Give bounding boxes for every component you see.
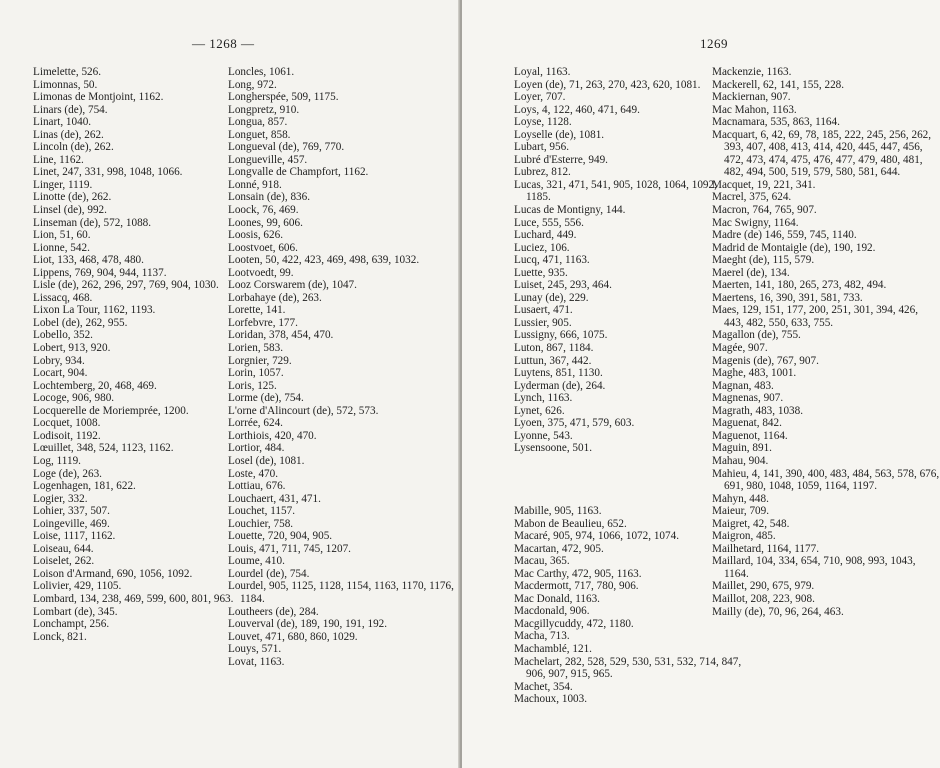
left-page — [0, 0, 462, 768]
index-entry: Lorrée, 624. — [228, 417, 283, 430]
index-entry: Lynet, 626. — [514, 404, 565, 417]
index-entry: Madrid de Montaigle (de), 190, 192. — [712, 241, 876, 254]
index-entry: Lucas, 321, 471, 541, 905, 1028, 1064, 1092, 1185. — [514, 178, 717, 204]
index-entry: Maguin, 891. — [712, 442, 772, 455]
index-entry: Louchier, 758. — [228, 517, 294, 530]
index-entry: Mac Mahon, 1163. — [712, 103, 797, 116]
index-entry: Loncles, 1061. — [228, 66, 295, 78]
section-gap — [514, 455, 742, 505]
index-entry: Machelart, 282, 528, 529, 530, 531, 532, 714, 847, 906, 907, 915, 965. — [514, 655, 742, 681]
index-entry: Lorien, 583. — [228, 342, 283, 355]
index-entry: Loones, 99, 606. — [228, 216, 303, 229]
index-entry: Macgillycuddy, 472, 1180. — [514, 617, 634, 630]
index-entry: Longua, 857. — [228, 116, 288, 129]
index-entry: Linger, 1119. — [33, 178, 93, 191]
index-entry: Lixon La Tour, 1162, 1193. — [33, 304, 156, 317]
right-page — [462, 0, 940, 768]
index-entry: Loise, 1117, 1162. — [33, 530, 116, 543]
index-entry: Lovat, 1163. — [228, 655, 285, 668]
index-entry: Machoux, 1003. — [514, 693, 588, 706]
index-column — [712, 66, 940, 618]
index-entry: Losel (de), 1081. — [228, 454, 305, 467]
index-entry: Machamblé, 121. — [514, 642, 592, 655]
index-entry: Macdonald, 906. — [514, 605, 590, 618]
index-entry: L'orne d'Alincourt (de), 572, 573. — [228, 404, 379, 417]
index-entry: Lortior, 484. — [228, 442, 285, 455]
index-entry: Lombart (de), 345. — [33, 605, 118, 618]
index-entry: Macrel, 375, 624. — [712, 191, 792, 204]
page-number: 1269 — [700, 36, 728, 51]
index-entry: Louchaert, 431, 471. — [228, 492, 321, 505]
index-entry: Line, 1162. — [33, 153, 84, 166]
index-entry: Lussier, 905. — [514, 316, 572, 329]
index-entry: Lubart, 956. — [514, 141, 569, 154]
index-entry: Macartan, 472, 905. — [514, 542, 604, 555]
index-entry: Lysensoone, 501. — [514, 442, 592, 455]
index-entry: Mackiernan, 907. — [712, 91, 791, 104]
index-entry: Lombard, 134, 238, 469, 599, 600, 801, 963. — [33, 592, 234, 605]
index-entry: Lobert, 913, 920. — [33, 342, 111, 355]
index-entry: Lionne, 542. — [33, 241, 90, 254]
index-entry: Luton, 867, 1184. — [514, 342, 594, 355]
index-entry: Lobry, 934. — [33, 354, 85, 367]
index-entry: Luchard, 449. — [514, 229, 577, 242]
index-entry: Macquart, 6, 42, 69, 78, 185, 222, 245, 256, 262, 393, 407, 408, 413, 414, 420, 445, 447, 456, 472, 473, 474, 475, 476, 477, 479, 480, 481, 482, 494, 500, 519, 579, 580, 581, 644. — [712, 128, 932, 179]
index-entry: Loock, 76, 469. — [228, 204, 299, 217]
index-entry: Mackerell, 62, 141, 155, 228. — [712, 78, 845, 91]
index-entry: Loyselle (de), 1081. — [514, 128, 605, 141]
index-entry: Loste, 470. — [228, 467, 279, 480]
index-column — [33, 66, 261, 643]
index-entry: Macnamara, 535, 863, 1164. — [712, 116, 840, 129]
index-entry: Lincoln (de), 262. — [33, 141, 114, 154]
index-entry: Lonsain (de), 836. — [228, 191, 311, 204]
index-entry: Longpretz, 910. — [228, 103, 300, 116]
index-entry: Lohier, 337, 507. — [33, 505, 110, 518]
index-entry: Lubré d'Esterre, 949. — [514, 153, 608, 166]
index-entry: Loyen (de), 71, 263, 270, 423, 620, 1081. — [514, 78, 701, 91]
index-entry: Longueval (de), 769, 770. — [228, 141, 345, 154]
index-entry: Magnan, 483. — [712, 379, 774, 392]
index-entry: Limonnas, 50. — [33, 78, 98, 91]
index-entry: Lucq, 471, 1163. — [514, 254, 590, 267]
index-entry: Loyal, 1163. — [514, 66, 571, 78]
index-entry: Linas (de), 262. — [33, 128, 104, 141]
index-entry: Loosis, 626. — [228, 229, 284, 242]
index-entry: Log, 1119. — [33, 454, 81, 467]
index-entry: Maes, 129, 151, 177, 200, 251, 301, 394, 426, 443, 482, 550, 633, 755. — [712, 304, 919, 329]
index-entry: Loys, 4, 122, 460, 471, 649. — [514, 103, 640, 116]
index-entry: Lochtemberg, 20, 468, 469. — [33, 379, 157, 392]
index-entry: Loge (de), 263. — [33, 467, 102, 480]
index-entry: Lippens, 769, 904, 944, 1137. — [33, 266, 167, 279]
index-entry: Maertens, 16, 390, 391, 581, 733. — [712, 291, 863, 304]
index-entry: Maigret, 42, 548. — [712, 517, 790, 530]
index-entry: Longueville, 457. — [228, 153, 308, 166]
index-entry: Liot, 133, 468, 478, 480. — [33, 254, 144, 267]
index-entry: Linart, 1040. — [33, 116, 92, 129]
index-entry: Maillard, 104, 334, 654, 710, 908, 993, 1043, 1164. — [712, 555, 916, 580]
index-entry: Longuet, 858. — [228, 128, 291, 141]
index-entry: Lorme (de), 754. — [228, 392, 304, 405]
index-entry: Longvalle de Champfort, 1162. — [228, 166, 369, 179]
index-entry: Lorbahaye (de), 263. — [228, 291, 322, 304]
index-entry: Lisle (de), 262, 296, 297, 769, 904, 1030. — [33, 279, 219, 292]
index-entry: Locart, 904. — [33, 367, 88, 380]
index-entry: Maillet, 290, 675, 979. — [712, 580, 815, 593]
index-entry: Linet, 247, 331, 998, 1048, 1066. — [33, 166, 183, 179]
index-entry: Lussigny, 666, 1075. — [514, 329, 608, 342]
index-entry: Luiset, 245, 293, 464. — [514, 279, 612, 292]
index-entry: Loison d'Armand, 690, 1056, 1092. — [33, 567, 193, 580]
index-entry: Longherspée, 509, 1175. — [228, 91, 339, 104]
index-entry: Mac Donald, 1163. — [514, 592, 600, 605]
index-entry: Looten, 50, 422, 423, 469, 498, 639, 1032. — [228, 254, 420, 267]
index-column — [228, 66, 456, 668]
index-entry: Loostvoet, 606. — [228, 241, 298, 254]
index-entry: Louette, 720, 904, 905. — [228, 530, 333, 543]
index-entry: Machet, 354. — [514, 680, 573, 693]
index-entry: Magnenas, 907. — [712, 392, 784, 405]
index-entry: Lion, 51, 60. — [33, 229, 91, 242]
index-entry: Maguenat, 842. — [712, 417, 782, 430]
index-entry: Limelette, 526. — [33, 66, 102, 78]
index-entry: Mabon de Beaulieu, 652. — [514, 517, 627, 530]
index-entry: Logenhagen, 181, 622. — [33, 480, 136, 493]
index-entry: Loiseau, 644. — [33, 542, 94, 555]
page-number: — 1268 — — [192, 36, 255, 51]
index-entry: Louverval (de), 189, 190, 191, 192. — [228, 618, 388, 631]
index-entry: Linotte (de), 262. — [33, 191, 112, 204]
index-entry: Maghe, 483, 1001. — [712, 367, 797, 380]
index-entry: Lorfebvre, 177. — [228, 316, 298, 329]
index-entry: Louys, 571. — [228, 643, 282, 656]
index-entry: Lubrez, 812. — [514, 166, 571, 179]
index-entry: Mac Carthy, 472, 905, 1163. — [514, 567, 642, 580]
index-entry: Lunay (de), 229. — [514, 291, 589, 304]
index-entry: Mailhetard, 1164, 1177. — [712, 542, 819, 555]
index-entry: Luttun, 367, 442. — [514, 354, 592, 367]
index-entry: Lourdel, 905, 1125, 1128, 1154, 1163, 1170, 1176, 1184. — [228, 580, 454, 605]
index-entry: Louvet, 471, 680, 860, 1029. — [228, 630, 358, 643]
index-entry: Logier, 332. — [33, 492, 88, 505]
index-entry: Macaré, 905, 974, 1066, 1072, 1074. — [514, 530, 679, 543]
index-entry: Lorgnier, 729. — [228, 354, 292, 367]
index-entry: Maigron, 485. — [712, 530, 776, 543]
index-entry: Mackenzie, 1163. — [712, 66, 792, 78]
index-entry: Loridan, 378, 454, 470. — [228, 329, 334, 342]
index-entry: Magée, 907. — [712, 342, 768, 355]
index-entry: Lorin, 1057. — [228, 367, 284, 380]
index-entry: Lonné, 918. — [228, 178, 282, 191]
index-entry: Magallon (de), 755. — [712, 329, 801, 342]
index-entry: Limonas de Montjoint, 1162. — [33, 91, 164, 104]
index-entry: Lobello, 352. — [33, 329, 93, 342]
index-entry: Lonck, 821. — [33, 630, 87, 643]
index-entry: Lissacq, 468. — [33, 291, 93, 304]
index-entry: Macquet, 19, 221, 341. — [712, 178, 816, 191]
index-entry: Mahyn, 448. — [712, 492, 769, 505]
index-entry: Lootvoedt, 99. — [228, 266, 294, 279]
index-entry: Loume, 410. — [228, 555, 285, 568]
index-entry: Luciez, 106. — [514, 241, 570, 254]
index-entry: Loyse, 1128. — [514, 116, 572, 129]
index-entry: Lottiau, 676. — [228, 480, 286, 493]
index-entry: Lusaert, 471. — [514, 304, 573, 317]
index-entry: Lobel (de), 262, 955. — [33, 316, 128, 329]
index-entry: Looz Corswarem (de), 1047. — [228, 279, 357, 292]
index-entry: Lodisoit, 1192. — [33, 429, 101, 442]
index-entry: Lyderman (de), 264. — [514, 379, 606, 392]
index-entry: Maieur, 709. — [712, 505, 770, 518]
index-entry: Linseman (de), 572, 1088. — [33, 216, 152, 229]
index-entry: Loingeville, 469. — [33, 517, 110, 530]
index-entry: Lorette, 141. — [228, 304, 286, 317]
index-entry: Loyer, 707. — [514, 91, 566, 104]
index-entry: Macdermott, 717, 780, 906. — [514, 580, 639, 593]
index-entry: Maerel (de), 134. — [712, 266, 790, 279]
index-entry: Loiselet, 262. — [33, 555, 95, 568]
index-entry: Locquerelle de Moriemprée, 1200. — [33, 404, 189, 417]
index-entry: Linsel (de), 992. — [33, 204, 107, 217]
index-entry: Maillot, 208, 223, 908. — [712, 592, 815, 605]
index-column — [514, 66, 742, 706]
index-entry: Louchet, 1157. — [228, 505, 296, 518]
index-entry: Lœuillet, 348, 524, 1123, 1162. — [33, 442, 174, 455]
index-entry: Mahieu, 4, 141, 390, 400, 483, 484, 563, 578, 676, 691, 980, 1048, 1059, 1164, 1197. — [712, 467, 940, 493]
index-entry: Lonchampt, 256. — [33, 618, 110, 631]
index-entry: Maerten, 141, 180, 265, 273, 482, 494. — [712, 279, 887, 292]
index-entry: Macau, 365. — [514, 555, 570, 568]
index-entry: Louis, 471, 711, 745, 1207. — [228, 542, 351, 555]
index-entry: Lynch, 1163. — [514, 392, 573, 405]
index-entry: Lourdel (de), 754. — [228, 567, 310, 580]
index-entry: Mahau, 904. — [712, 454, 769, 467]
index-entry: Macha, 713. — [514, 630, 570, 643]
index-entry: Macron, 764, 765, 907. — [712, 204, 817, 217]
index-entry: Maguenot, 1164. — [712, 429, 788, 442]
index-entry: Lolivier, 429, 1105. — [33, 580, 122, 593]
index-entry: Loutheers (de), 284. — [228, 605, 319, 618]
index-entry: Madre (de) 146, 559, 745, 1140. — [712, 229, 857, 242]
index-entry: Maeght (de), 115, 579. — [712, 254, 815, 267]
index-entry: Locquet, 1008. — [33, 417, 101, 430]
index-entry: Lyonne, 543. — [514, 429, 573, 442]
index-entry: Lyoen, 375, 471, 579, 603. — [514, 417, 635, 430]
index-entry: Mailly (de), 70, 96, 264, 463. — [712, 605, 844, 618]
index-entry: Lorthiois, 420, 470. — [228, 429, 317, 442]
index-entry: Magrath, 483, 1038. — [712, 404, 804, 417]
index-entry: Mabille, 905, 1163. — [514, 504, 602, 517]
index-entry: Loris, 125. — [228, 379, 277, 392]
index-entry: Magenis (de), 767, 907. — [712, 354, 819, 367]
index-entry: Long, 972. — [228, 78, 277, 91]
index-entry: Locoge, 906, 980. — [33, 392, 115, 405]
index-entry: Mac Swigny, 1164. — [712, 216, 799, 229]
index-entry: Luytens, 851, 1130. — [514, 367, 603, 380]
index-entry: Linars (de), 754. — [33, 103, 108, 116]
index-entry: Luce, 555, 556. — [514, 216, 584, 229]
index-entry: Lucas de Montigny, 144. — [514, 204, 626, 217]
index-entry: Luette, 935. — [514, 266, 568, 279]
